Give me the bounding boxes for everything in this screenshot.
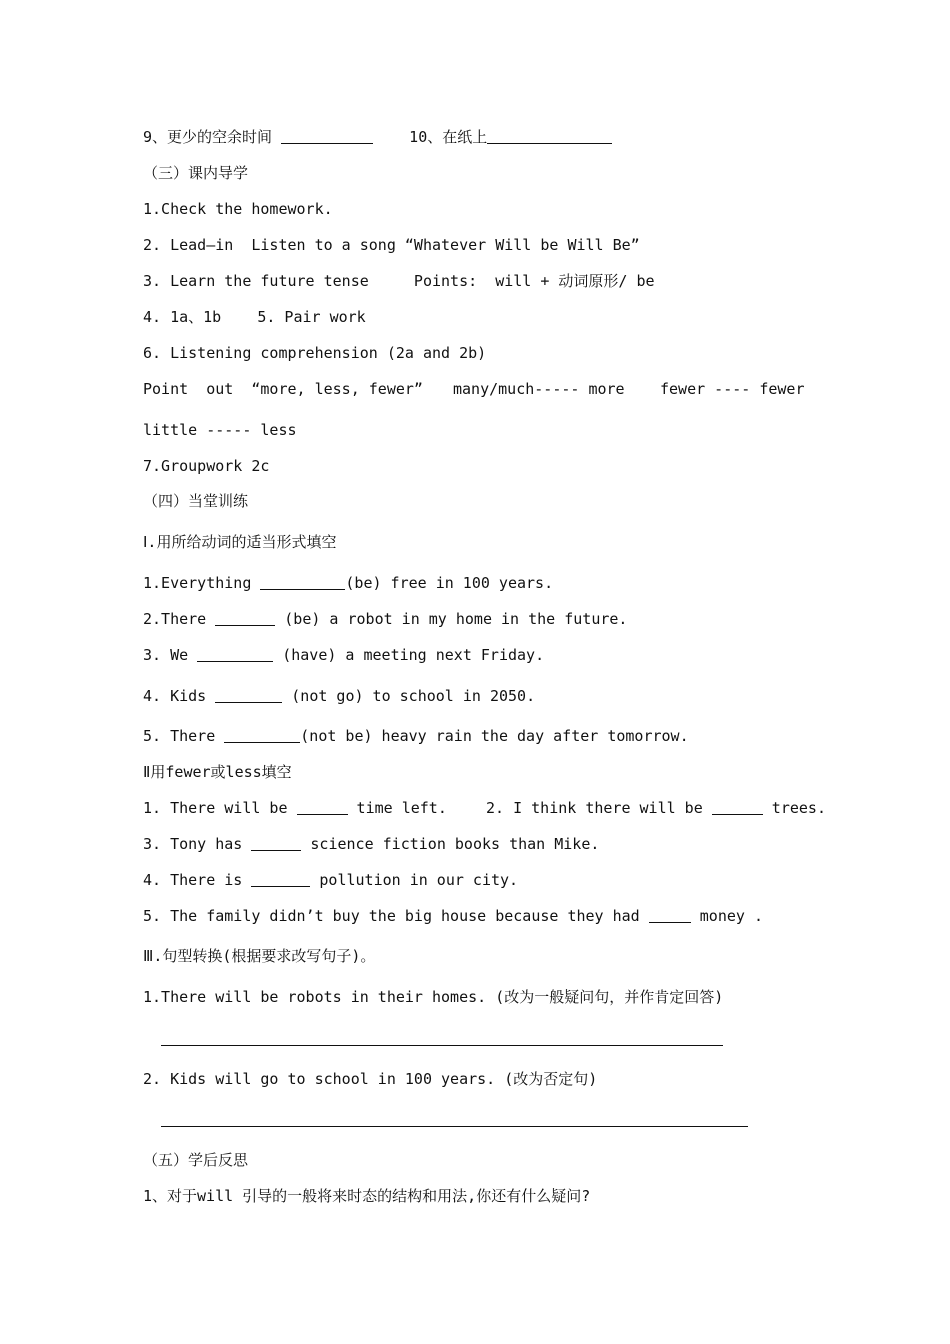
item-text: (not be) heavy rain the day after tomorrow. bbox=[300, 727, 689, 745]
item-text: 3. We bbox=[143, 646, 198, 664]
exercise-1-item-2 bbox=[143, 609, 627, 629]
item-text: 1. There will be bbox=[143, 799, 297, 817]
exercise-1-item-1 bbox=[143, 573, 553, 593]
answer-blank[interactable] bbox=[649, 907, 691, 923]
answer-line[interactable] bbox=[161, 1045, 723, 1046]
little-less: little ----- less bbox=[143, 421, 297, 439]
item-text: 3. Tony has bbox=[143, 835, 252, 853]
exercise-3-item-2: 2. Kids will go to school in 100 years. (改为否定句) bbox=[143, 1070, 598, 1088]
point-out-line bbox=[143, 379, 423, 399]
item-text: 2.There bbox=[143, 610, 216, 628]
answer-blank[interactable] bbox=[215, 687, 282, 703]
step-3: 3. Learn the future tense Points: will + 动词原形/ be bbox=[143, 272, 655, 290]
exercise-1-item-4 bbox=[143, 686, 535, 706]
section-heading-3: （三）课内导学 bbox=[143, 164, 249, 182]
answer-blank[interactable] bbox=[487, 128, 612, 144]
exercise-1-heading: Ⅰ.用所给动词的适当形式填空 bbox=[143, 533, 337, 551]
exercise-1-item-5 bbox=[143, 726, 689, 746]
answer-blank[interactable] bbox=[297, 799, 348, 815]
exercise-3-item-1: 1.There will be robots in their homes. (改为一般疑问句，并作肯定回答) bbox=[143, 988, 724, 1006]
answer-blank[interactable] bbox=[251, 871, 310, 887]
reflection-question-1: 1、对于will 引导的一般将来时态的结构和用法,你还有什么疑问? bbox=[143, 1187, 591, 1205]
answer-blank[interactable] bbox=[224, 727, 300, 743]
item-text: 4. There is bbox=[143, 871, 252, 889]
item-text: (be) a robot in my home in the future. bbox=[275, 610, 628, 628]
item-text: 5. The family didn’t buy the big house because they had bbox=[143, 907, 649, 925]
answer-blank[interactable] bbox=[281, 128, 373, 144]
item-text: 5. There bbox=[143, 727, 225, 745]
many-much-more: many/much----- more bbox=[453, 380, 625, 398]
exercise-3-heading: Ⅲ.句型转换(根据要求改写句子)。 bbox=[143, 947, 376, 965]
point-out-text: Point out “more, less, fewer” bbox=[143, 380, 423, 398]
item-text: pollution in our city. bbox=[310, 871, 519, 889]
item-text: (not go) to school in 2050. bbox=[282, 687, 536, 705]
answer-blank[interactable] bbox=[712, 799, 763, 815]
section-heading-5: （五）学后反思 bbox=[143, 1151, 249, 1169]
step-2: 2. Lead—in Listen to a song “Whatever Will be Will Be” bbox=[143, 236, 640, 254]
answer-blank[interactable] bbox=[260, 574, 345, 590]
exercise-2-item-4 bbox=[143, 870, 518, 890]
section-heading-4: （四）当堂训练 bbox=[143, 492, 249, 510]
vocab-item-10: 10、在纸上 bbox=[373, 128, 488, 146]
vocab-line-9-10 bbox=[143, 127, 612, 147]
item-text: science fiction books than Mike. bbox=[301, 835, 600, 853]
answer-blank[interactable] bbox=[215, 610, 275, 626]
exercise-2-heading: Ⅱ用fewer或less填空 bbox=[143, 763, 292, 781]
item-text: trees. bbox=[762, 799, 826, 817]
item-text: (be) free in 100 years. bbox=[345, 574, 554, 592]
fewer-fewer: fewer ---- fewer bbox=[660, 380, 805, 398]
exercise-2-item-1 bbox=[143, 798, 447, 818]
item-text: 2. I think there will be bbox=[486, 799, 712, 817]
item-text: 1.Everything bbox=[143, 574, 261, 592]
step-7: 7.Groupwork 2c bbox=[143, 457, 270, 475]
answer-blank[interactable] bbox=[251, 835, 301, 851]
step-4-5: 4. 1a、1b 5. Pair work bbox=[143, 308, 366, 326]
item-text: (have) a meeting next Friday. bbox=[273, 646, 545, 664]
exercise-1-item-3 bbox=[143, 645, 544, 665]
vocab-item-9: 9、更少的空余时间 bbox=[143, 128, 282, 146]
exercise-2-item-5 bbox=[143, 906, 763, 926]
answer-blank[interactable] bbox=[197, 646, 273, 662]
answer-line[interactable] bbox=[161, 1126, 748, 1127]
step-1: 1.Check the homework. bbox=[143, 200, 333, 218]
item-text: 4. Kids bbox=[143, 687, 216, 705]
step-6: 6. Listening comprehension (2a and 2b) bbox=[143, 344, 487, 362]
item-text: money . bbox=[690, 907, 763, 925]
exercise-2-item-2 bbox=[486, 798, 826, 818]
item-text: time left. bbox=[347, 799, 447, 817]
exercise-2-item-3 bbox=[143, 834, 599, 854]
